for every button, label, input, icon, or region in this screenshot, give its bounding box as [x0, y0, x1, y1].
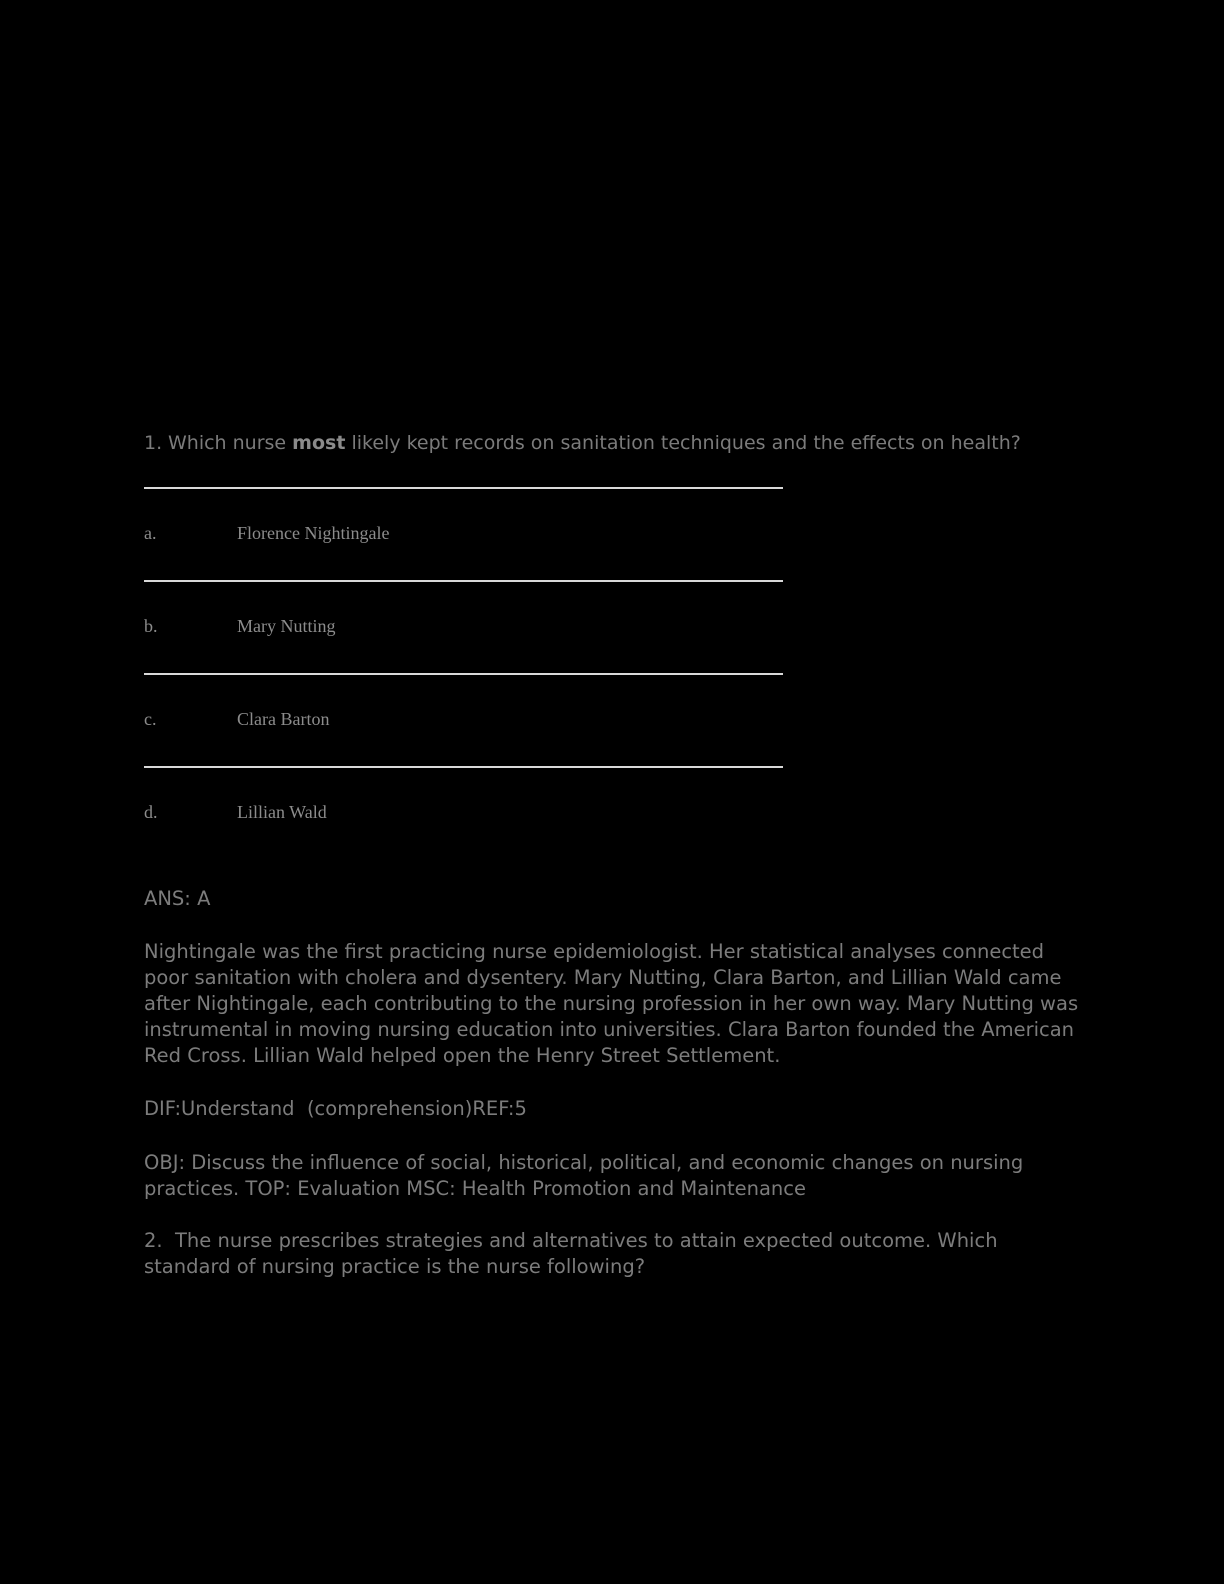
question-2-number: 2. — [144, 1229, 163, 1252]
difficulty-reference: DIF:Understand (comprehension)REF:5 — [144, 1097, 527, 1120]
option-divider — [144, 766, 783, 768]
option-c-letter: c. — [144, 709, 157, 729]
option-a-text: Florence Nightingale — [237, 523, 390, 543]
option-divider — [144, 673, 783, 675]
option-c-text: Clara Barton — [237, 709, 330, 729]
question-1-text-before: Which nurse — [168, 432, 287, 454]
option-divider — [144, 580, 783, 582]
option-d-letter: d. — [144, 802, 158, 822]
answer-key: ANS: A — [144, 887, 211, 910]
question-1-emphasis: most — [292, 432, 346, 454]
question-2-text: The nurse prescribes strategies and alternatives to attain expected outcome. Which standard of nursing practice is the nurse following? — [144, 1229, 998, 1278]
objective-topic-msc: OBJ: Discuss the influence of social, historical, political, and economic changes on nursing practices. TOP: Evaluation MSC: Health Promotion and Maintenance — [144, 1151, 1024, 1200]
option-b-letter: b. — [144, 616, 158, 636]
question-1-stem — [144, 431, 1104, 455]
option-divider — [144, 487, 783, 489]
question-1-number: 1. — [144, 432, 163, 454]
rationale-paragraph: Nightingale was the first practicing nurse epidemiologist. Her statistical analyses connected poor sanitation with cholera and dysentery. Mary Nutting, Clara Barton, and Lillian Wald came after Nightingale, each contributing to the nursing profession in her own way. Mary Nutting was instrumental in moving nursing education into universities. Clara Barton founded the American Red Cross. Lillian Wald helped open the Henry Street Settlement. — [144, 940, 1079, 1067]
option-d-text: Lillian Wald — [237, 802, 327, 822]
question-2-stem — [144, 1228, 1084, 1280]
option-a-letter: a. — [144, 523, 157, 543]
question-1-text-after: likely kept records on sanitation techniques and the effects on health? — [351, 432, 1021, 454]
option-b-text: Mary Nutting — [237, 616, 336, 636]
